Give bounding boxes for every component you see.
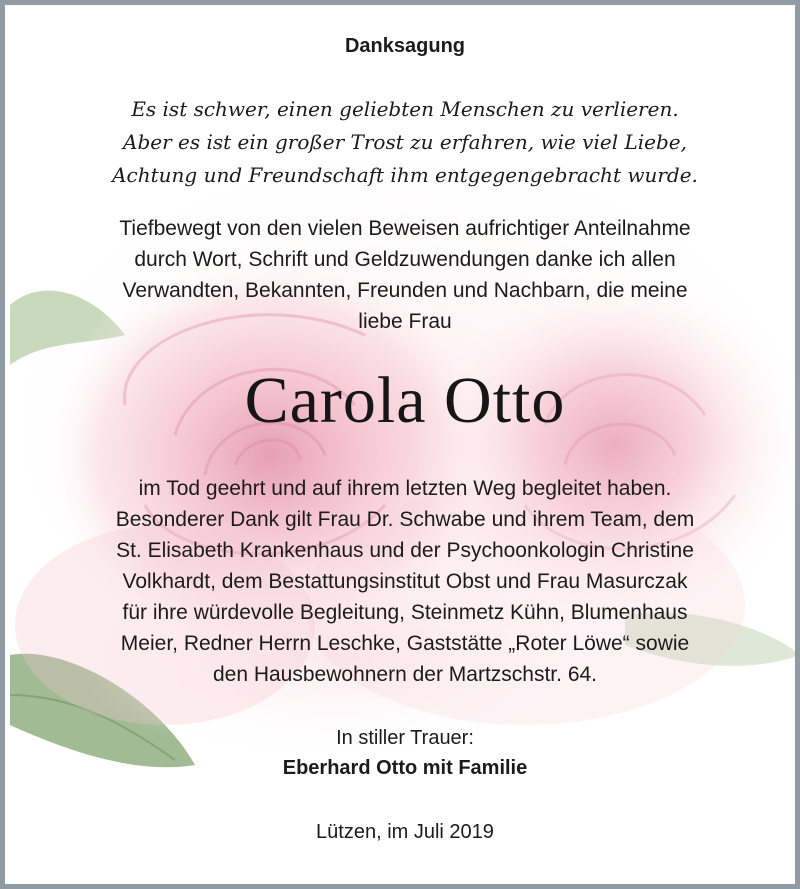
quote-line: Aber es ist ein großer Trost zu erfahren, wie viel Liebe, (123, 130, 687, 154)
signer-name: Eberhard Otto mit Familie (282, 757, 528, 779)
thanks-line: den Hausbewohnern der Martzschstr. 64. (212, 663, 598, 686)
obituary-content (5, 5, 800, 889)
deceased-name: Carola Otto (244, 364, 566, 437)
intro-line: liebe Frau (358, 310, 452, 333)
quote-line: Achtung und Freundschaft ihm entgegengebracht wurde. (112, 163, 698, 187)
thanks-paragraph (5, 473, 800, 690)
place-date: Lützen, im Juli 2019 (316, 821, 494, 843)
quote-block (5, 93, 800, 192)
intro-paragraph (5, 213, 800, 337)
thanks-line: St. Elisabeth Krankenhaus und der Psychoonkologin Christine (116, 539, 694, 562)
thanks-line: Meier, Redner Herrn Leschke, Gaststätte „Roter Löwe“ sowie (120, 632, 690, 655)
thanks-line: für ihre würdevolle Begleitung, Steinmetz Kühn, Blumenhaus (122, 601, 688, 624)
heading: Danksagung (344, 35, 466, 57)
mourning-label: In stiller Trauer: (336, 727, 474, 749)
thanks-line: Besonderer Dank gilt Frau Dr. Schwabe und ihrem Team, dem (115, 508, 695, 531)
intro-line: durch Wort, Schrift und Geldzuwendungen danke ich allen (134, 248, 676, 271)
intro-line: Tiefbewegt von den vielen Beweisen aufrichtiger Anteilnahme (119, 217, 691, 240)
thanks-line: Volkhardt, dem Bestattungsinstitut Obst und Frau Masurczak (122, 570, 688, 593)
intro-line: Verwandten, Bekannten, Freunden und Nachbarn, die meine (122, 279, 688, 302)
thanks-line: im Tod geehrt und auf ihrem letzten Weg begleitet haben. (138, 477, 672, 500)
quote-line: Es ist schwer, einen geliebten Menschen zu verlieren. (131, 97, 679, 121)
